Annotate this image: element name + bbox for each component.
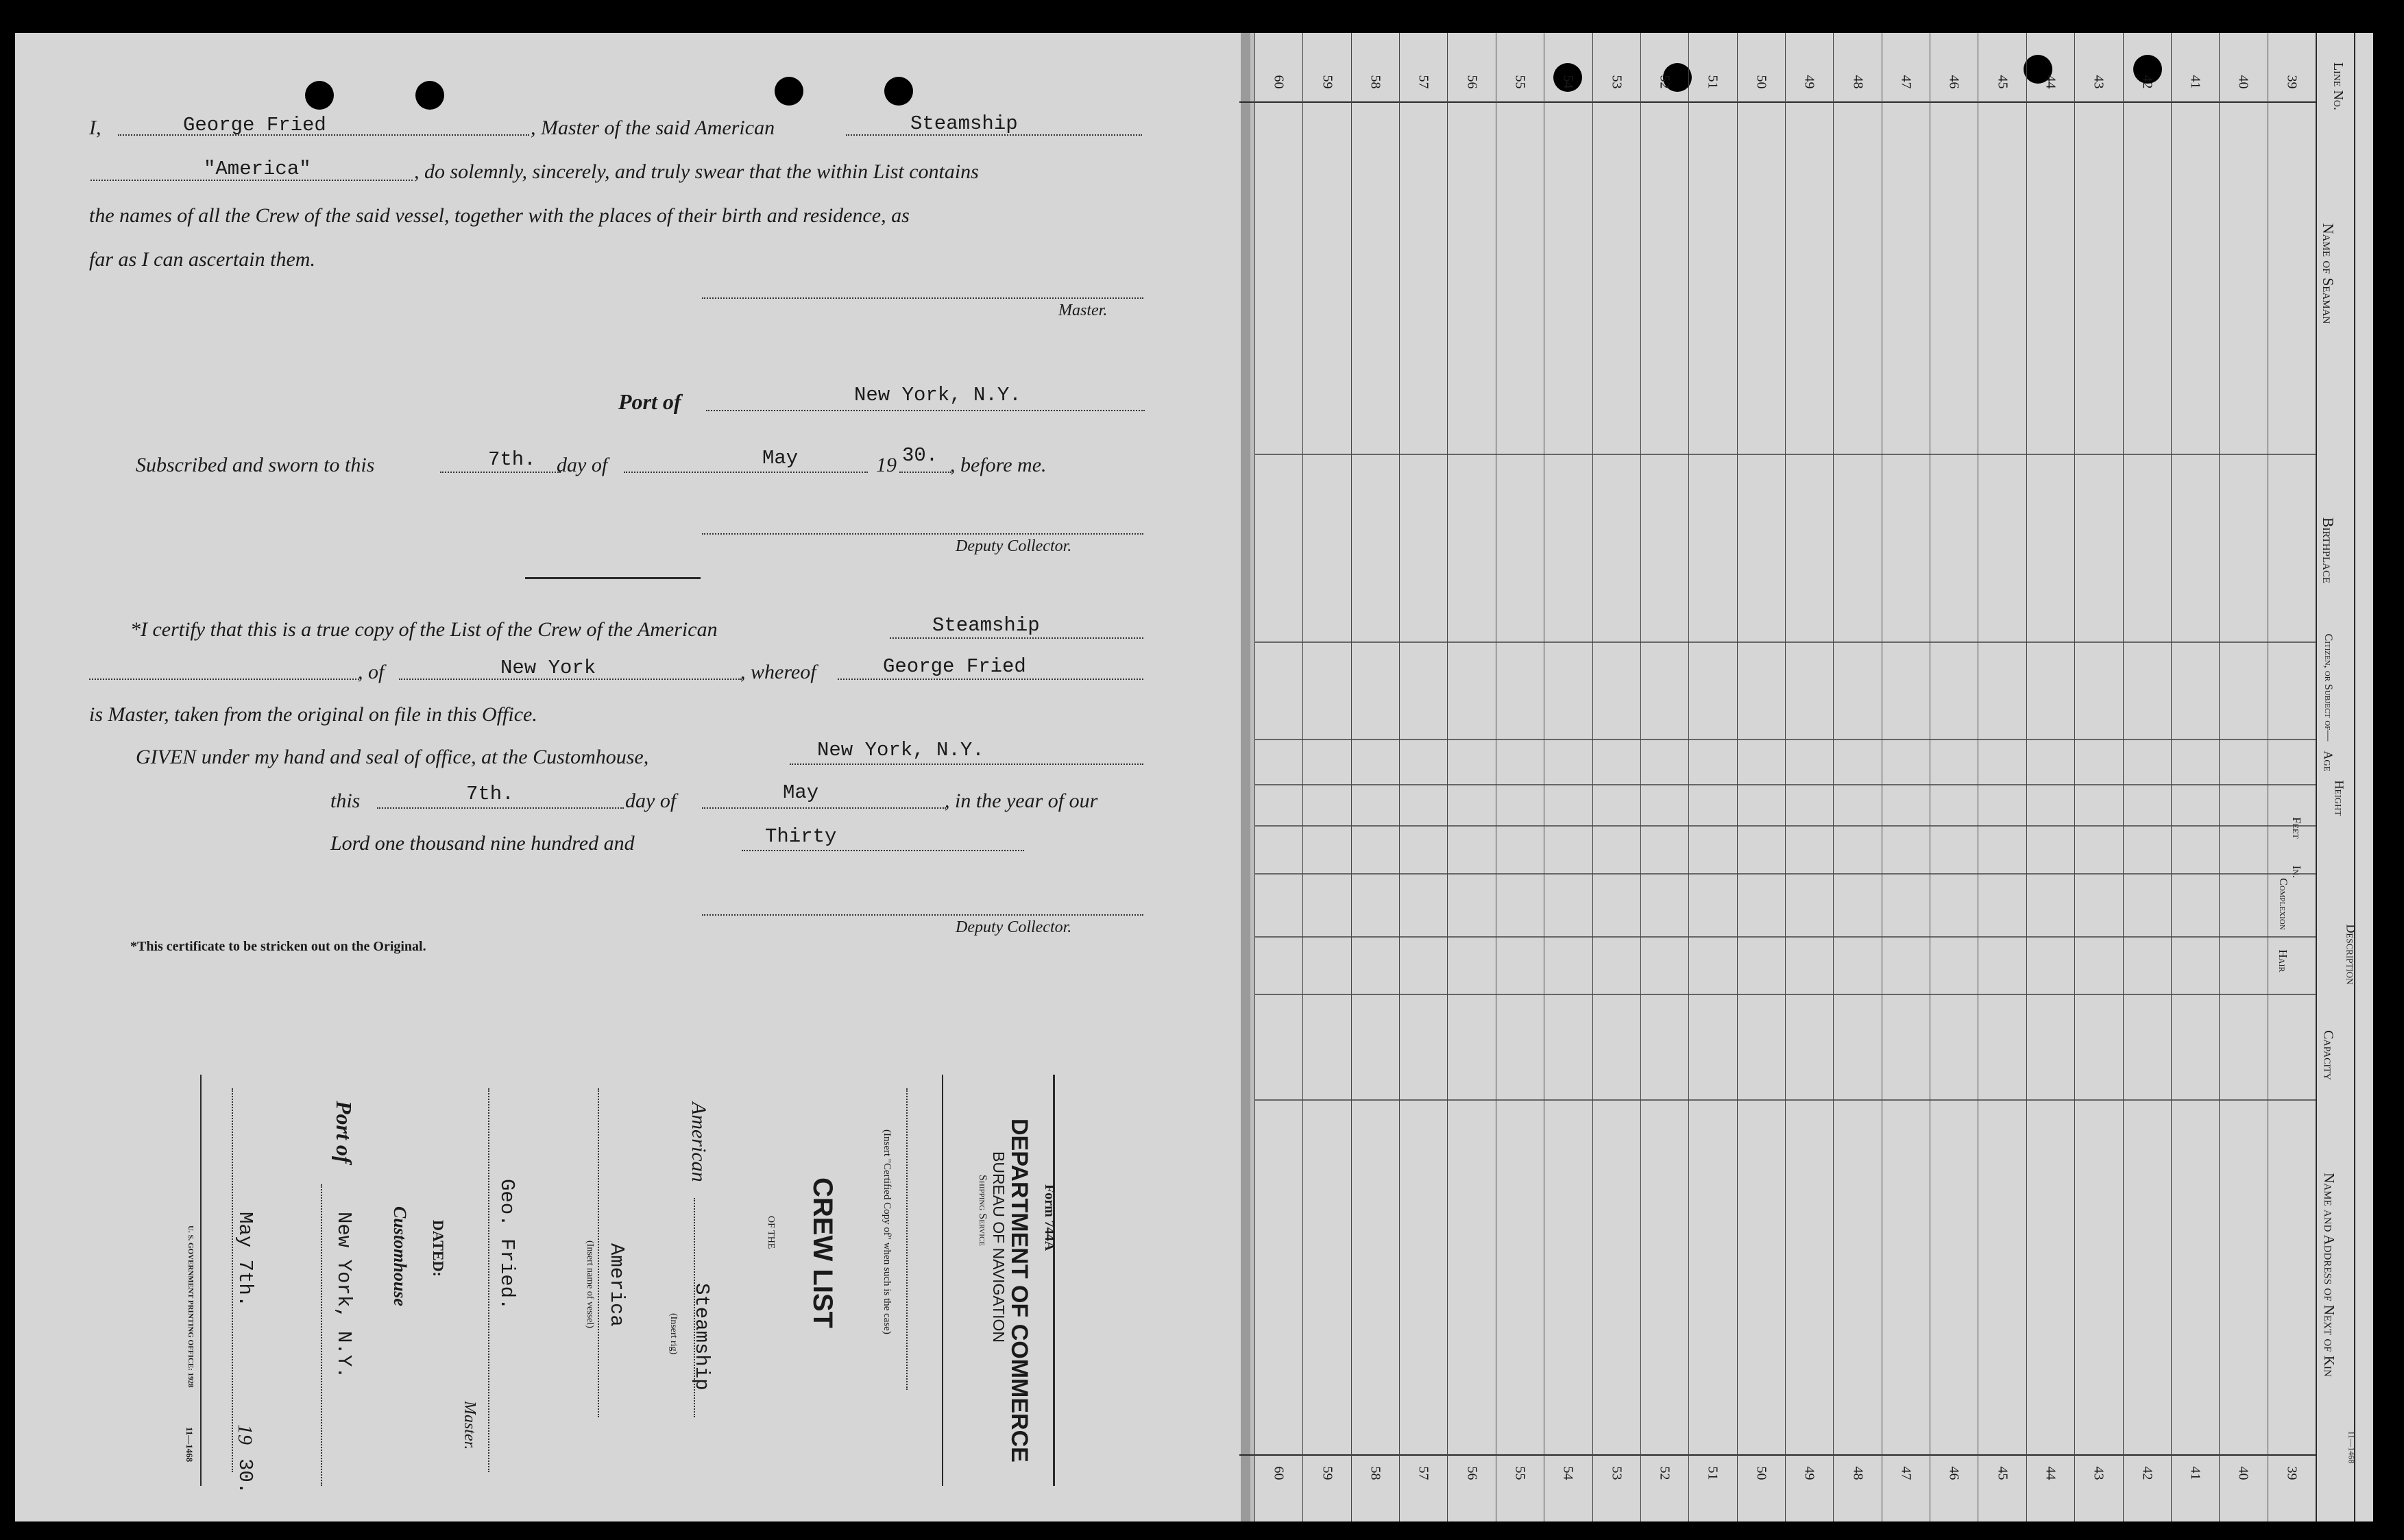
punch-hole: [775, 77, 803, 106]
given-this: this: [330, 790, 361, 812]
cover-year-prefix: 19: [234, 1424, 256, 1445]
sworn-day: 7th.: [488, 448, 536, 471]
punch-hole: [884, 77, 913, 106]
header-hair: Hair: [2276, 949, 2290, 973]
punch-hole: [305, 81, 334, 110]
line-number: 49: [1801, 75, 1817, 89]
form-number: Form 744A: [1042, 1184, 1057, 1251]
line-number: 52: [1657, 1466, 1673, 1480]
certify-of: , of: [358, 661, 385, 683]
oath-text-2: , do solemnly, sincerely, and truly swear that the within List contains: [414, 160, 979, 183]
line-number: 58: [1368, 75, 1383, 89]
document-page: [15, 33, 2373, 1521]
line-number: 40: [2235, 75, 2251, 89]
column-line: [1785, 33, 1786, 1521]
port-label: Port of: [618, 389, 681, 414]
line-number: 52: [1657, 75, 1673, 89]
dated-label: DATED:: [430, 1220, 447, 1277]
oath-text-4: far as I can ascertain them.: [89, 248, 315, 271]
column-line: [1254, 33, 1255, 1521]
line-number: 59: [1320, 75, 1335, 89]
cover-code: 11—1468: [184, 1427, 195, 1463]
line-number: 48: [1850, 1466, 1866, 1480]
header-inches: In.: [2290, 865, 2303, 879]
line-number: 51: [1705, 75, 1721, 89]
line-number: 54: [1560, 75, 1576, 89]
given-in-year: , in the year of our: [945, 790, 1098, 812]
header-height: Height: [2332, 780, 2346, 816]
sworn-signature-label: Deputy Collector.: [956, 537, 1072, 555]
certify-master: George Fried: [883, 655, 1026, 678]
line-number: 49: [1801, 1466, 1817, 1480]
oath-i: I,: [89, 117, 101, 139]
line-number: 56: [1464, 1466, 1480, 1480]
line-number: 53: [1609, 1466, 1625, 1480]
insert-note: (Insert "Certified Copy of" when such is the case): [882, 1129, 893, 1334]
line-number: 50: [1753, 1466, 1769, 1480]
year-words: Thirty: [765, 825, 837, 848]
column-line: [1302, 33, 1303, 1521]
line-number: 48: [1850, 75, 1866, 89]
sworn-month: May: [762, 447, 799, 469]
line-number: 46: [1946, 1466, 1962, 1480]
of-the: OF THE: [766, 1216, 776, 1249]
line-number: 44: [2043, 1466, 2059, 1480]
cover-vessel: America: [605, 1243, 628, 1327]
line-number: 58: [1368, 1466, 1383, 1480]
column-line: [1399, 33, 1400, 1521]
oath-text-1: , Master of the said American: [531, 117, 775, 139]
bureau-title: BUREAU OF NAVIGATION: [990, 1151, 1008, 1343]
table-code: 11—1468: [2346, 1430, 2357, 1464]
line-number: 60: [1271, 75, 1287, 89]
column-line: [2026, 33, 2027, 1521]
column-line: [2074, 33, 2075, 1521]
column-line: [1688, 33, 1689, 1521]
sworn-prefix: Subscribed and sworn to this: [136, 454, 375, 476]
line-number: 45: [1995, 75, 2011, 89]
punch-hole: [415, 81, 444, 110]
column-line: [1447, 33, 1448, 1521]
line-number: 59: [1320, 1466, 1335, 1480]
header-next-of-kin: Name and Address of Next of Kin: [2321, 1173, 2338, 1377]
line-number: 51: [1705, 1466, 1721, 1480]
line-number: 42: [2139, 1466, 2155, 1480]
line-number: 47: [1898, 75, 1914, 89]
line-number: 45: [1995, 1466, 2011, 1480]
given-day-of: day of: [625, 790, 677, 812]
header-birthplace: Birthplace: [2320, 517, 2337, 584]
column-line: [2219, 33, 2220, 1521]
line-number: 43: [2091, 1466, 2106, 1480]
insert-rig: (Insert rig): [668, 1313, 679, 1355]
header-name-of-seaman: Name of Seaman: [2320, 223, 2337, 324]
line-number: 46: [1946, 75, 1962, 89]
header-feet: Feet: [2290, 817, 2303, 839]
column-line: [2123, 33, 2124, 1521]
master-signature-label: Master.: [1058, 302, 1108, 319]
line-number: 40: [2235, 1466, 2251, 1480]
cover-port-label: Port of: [332, 1101, 356, 1164]
certify-whereof: , whereof: [740, 661, 816, 683]
cover-rig: Steamship: [690, 1283, 713, 1391]
sworn-year: 30.: [902, 444, 938, 467]
column-line: [1737, 33, 1738, 1521]
port-value: New York, N.Y.: [854, 384, 1021, 406]
certificate-footnote: *This certificate to be stricken out on the Original.: [130, 939, 426, 954]
shipping-service: Shipping Service: [977, 1175, 988, 1247]
line-number: 39: [2284, 75, 2300, 89]
page-fold: [1241, 33, 1250, 1521]
line-number: 55: [1512, 75, 1528, 89]
printer-note: U. S. GOVERNMENT PRINTING OFFICE: 1928: [186, 1225, 195, 1388]
header-citizen: Citizen, or Subject of—: [2322, 633, 2334, 742]
given-day: 7th.: [466, 783, 514, 805]
vessel-type: Steamship: [910, 112, 1018, 135]
line-number: 44: [2043, 75, 2059, 89]
certify-vessel-type: Steamship: [932, 614, 1040, 637]
department-title: DEPARTMENT OF COMMERCE: [1006, 1119, 1032, 1463]
header-line-no: Line No.: [2331, 62, 2346, 111]
column-line: [1351, 33, 1352, 1521]
header-description: Description: [2344, 924, 2358, 985]
certify-text-1: *I certify that this is a true copy of the List of the Crew of the American: [130, 618, 718, 641]
given-text: GIVEN under my hand and seal of office, at the Customhouse,: [136, 746, 649, 768]
crew-list-title: CREW LIST: [808, 1177, 838, 1328]
american-label: American: [688, 1102, 710, 1182]
line-number: 50: [1753, 75, 1769, 89]
header-capacity: Capacity: [2320, 1030, 2336, 1080]
line-number: 55: [1512, 1466, 1528, 1480]
line-number: 41: [2187, 75, 2203, 89]
column-line: [2171, 33, 2172, 1521]
oath-text-3: the names of all the Crew of the said vessel, together with the places of their birth and residence, as: [89, 204, 910, 227]
cover-master: Geo. Fried.: [496, 1179, 518, 1310]
sworn-suffix: , before me.: [950, 454, 1047, 476]
line-number: 41: [2187, 1466, 2203, 1480]
master-name: George Fried: [183, 114, 326, 136]
line-number: 57: [1416, 75, 1431, 89]
line-number: 47: [1898, 1466, 1914, 1480]
insert-name: (Insert name of vessel): [585, 1240, 595, 1328]
certify-signature-label: Deputy Collector.: [956, 918, 1072, 936]
given-month: May: [783, 781, 819, 804]
line-number: 43: [2091, 75, 2106, 89]
cover-port: New York, N.Y.: [332, 1212, 355, 1379]
cover-date: May 7th.: [234, 1212, 256, 1308]
line-number: 42: [2139, 75, 2155, 89]
sworn-year-prefix: 19: [876, 454, 897, 476]
column-line: [1640, 33, 1641, 1521]
header-age: Age: [2321, 750, 2335, 772]
line-number: 53: [1609, 75, 1625, 89]
divider: [525, 577, 701, 579]
header-complexion: Complexion: [2277, 878, 2289, 930]
sworn-day-of: day of: [557, 454, 608, 476]
line-number: 57: [1416, 1466, 1431, 1480]
line-number: 60: [1271, 1466, 1287, 1480]
line-number: 39: [2284, 1466, 2300, 1480]
cover-master-label: Master.: [461, 1401, 478, 1450]
column-line: [1833, 33, 1834, 1521]
lord-text: Lord one thousand nine hundred and: [330, 832, 635, 855]
line-number: 54: [1560, 1466, 1576, 1480]
vessel-name: "America": [204, 158, 311, 180]
certify-text-2: is Master, taken from the original on file in this Office.: [89, 703, 537, 726]
customhouse-label: Customhouse: [390, 1206, 410, 1306]
cover-year: 30.: [234, 1458, 256, 1495]
certify-of-place: New York: [500, 657, 596, 679]
column-line: [1592, 33, 1593, 1521]
given-place: New York, N.Y.: [817, 739, 984, 761]
line-number: 56: [1464, 75, 1480, 89]
